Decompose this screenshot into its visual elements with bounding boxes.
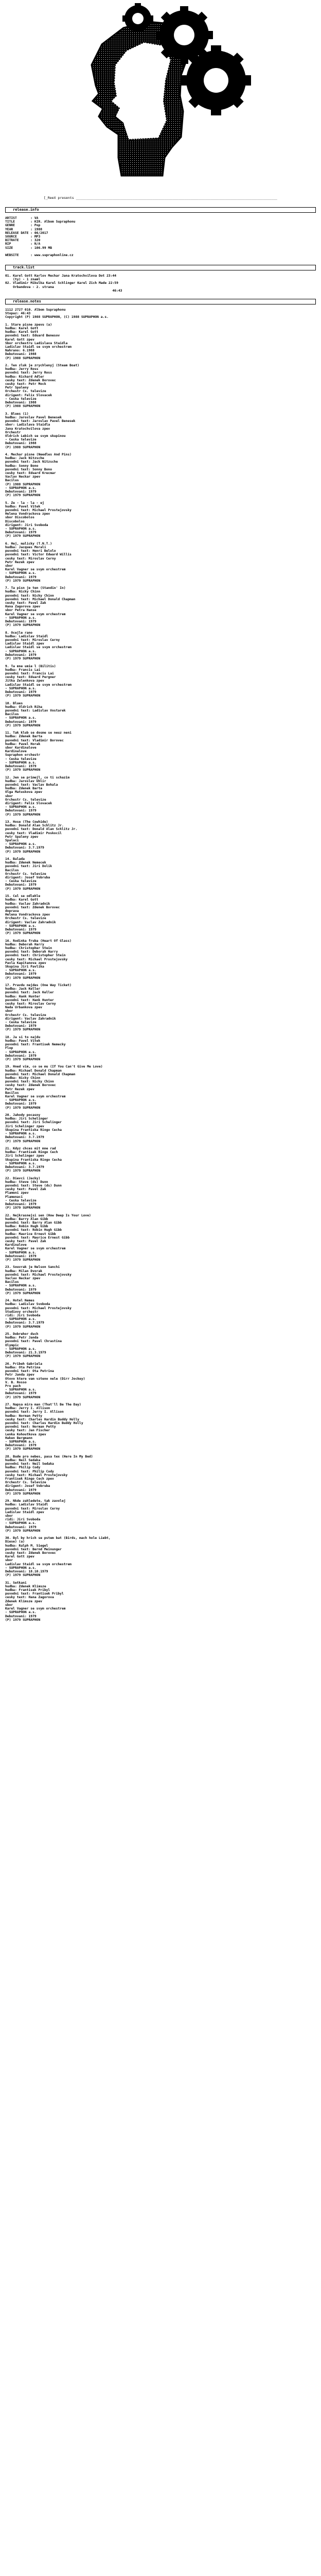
section-track-list [5,265,316,270]
release-info-block: ARTIST : VA TITLE : KIR. Albom Supraphonu GENRE : Pop YEAR : 1988 RELEASE DATE : 06/2017 SOURCE : MP3 BITRATE : 320 RIP : N/A SIZE : 106.99 MB WEBSITE : www.supraphonline.cz [5,216,76,258]
section-title: track.list [11,265,36,270]
section-release-info [5,207,316,213]
section-title: release.notes [11,299,43,304]
track-list-block: 01. Karel Gott Karlov Mechar Jana Kratochvilova Dot 23:44 (ty) - 1 znaml 02. Vladimir Mikulka Karel Schlinger Karel Zich Made 22:59 Orbandova - 2. strana 46:43 [5,274,122,293]
release-presents-line: [_ReeX presents ____________________________________________________________________________________________________ [44,196,277,200]
section-title: release.info [11,208,41,212]
section-release-notes [5,299,316,304]
release-notes-block: 1112 2727 010. Albom Supraphonu Stopaz: 46:43 Copyright (P) 1988 SUPRAPHON, (C) 1988 SUPRAPHON a.s. 1. Stare pisne zpevu (a) hudba: Karel Gott hudba: Karel Gott puvodni text: Eduard Benesov Karel Gott zpev Sbor orchestru Ladislava Staidla Ladislav Staidl se svym orchestrem Nahrano: 6.1988 Debutovani: 1988 (P) 1988 SUPRAPHON 2. Ten zluk je zrychlenyj (Steam Boat) hudba: Jerry Ross puvodni text: Jerry Ross hudba: Richard Adler cesky text: Zdenek Borovec cesky text: Petr Mock Petr Spaleny Orchestr Cs. televize dirigent: Felix Slovacek - Ceska televize Debutovani: 1988 (P) 1988 SUPRAPHON 3. Blues (1) hudba: Jaroslav Pavel Benesek puvodni text: Jaroslav Pavel Benesek sbor: Ladislava Staidla Jana Kratochvilova zpev Orchestr Oldrich Lebich se svym skupinou - Ceska televize Debutovani: 1988 (P) 1988 SUPRAPHON 4. Mechar pisne (Needles And Pins) hudba: Jack Nitzsche puvodni text: Jack Nitzsche hudba: Sonny Bono puvodni text: Sonny Bono cesky text: Eduard Krecmar Vaclav Neckar zpev Bacilus (P) 1988 SUPRAPHON - SUPRAPHON a.s. Debutovani: 1979 (P) 1979 SUPRAPHON 5. Ze - la - la - ej hudba: Pavel Vitek puvodni text: Michael Prostejovsky Helena Vondrackova zpev sbor Discobolos Discobolos dirigent: Jiri Svoboda - SUPRAPHON a.s. Debutovani: 1979 (P) 1979 SUPRAPHON 6. Hej, malicky (T.N.T.) hudba: Jacques Morali puvodni text: Henri Belolo puvodni text: Victor Edward Willis cesky text: Miroslav Cerny Petr Rezek zpev sbor Karel Vagner se svym orchestrem - SUPRAPHON a.s. Debutovani: 1979 (P) 1979 SUPRAPHON 7. Ta pisn je ten (Standin' In) hudba: Nicky Chinn puvodni text: Nicky Chinn puvodni text: Michael Donald Chapman cesky text: Pavel Zak Hana Zagorova zpev sbor Petra Hanse Karel Vagner se svym orchestrem - SUPRAPHON a.s. Debutovani: 1979 (P) 1979 SUPRAPHON 8. Ocejle rano hudba: Ladislav Staidl puvodni text: Miroslav Cerny Ladislav Staidl zpev Ladislav Staidl se svym orchestrem - SUPRAPHON a.s. Debutovani: 1979 (P) 1979 SUPRAPHON 9. Ta mne umie l (Bilitis) hudba: Francis Lai puvodni text: Francis Lai cesky text: Eduard Pergner Jitka Zelenkova zpev Ladislav Staidl se svym orchestrem - SUPRAPHON a.s. Debutovani: 1979 (P) 1979 SUPRAPHON 10. Blues hudba: Oldrich Riha puvodni text: Ladislav Vostarek Bacilus - SUPRAPHON a.s. Debutovani: 1979 (P) 1979 SUPRAPHON 11. Tak klub se dosme se neuz neni hudba: Zdenek Barta puvodni text: Vladimir Borovec hudba: Pavel Horak sbor Kardinalove Kardinalove Supraphon orchestr - Ceska televize - SUPRAPHON a.s. Debutovani: 1979 (P) 1979 SUPRAPHON 12. Jen se primejl, co ti schazim hudba: Jaroslav Uhlir puvodni text: Vaclav Bohala hudba: Zdenek Barta Olga Matuskova zpev sbor Orchestr Cs. televize dirigent: Felix Slovacek - SUPRAPHON a.s. Debutovani: 1979 (P) 1979 SUPRAPHON 13. Hose (The Cowhide) hudba: Donald Alan Schlitz Jr. puvodni text: Donald Alan Schlitz Jr. cesky text: Vladimir Poskocil Petr Spaleny zpev Spalaci - SUPRAPHON a.s. Debutovani: 3.7.1979 (P) 1979 SUPRAPHON 14. Balada hudba: Zdenek Nemecek puvodni text: Jiri Dolik Bacilus Orchestr Cs. televize dirigent: Josef Vobruba - Ceska televize Debutovani: 1979 (P) 1979 SUPRAPHON 15. Cel se odlehle hudba: Karel Gott hudba: Vaclav Zahradnik puvodni text: Zdenek Borovec doprava Helena Vondrackova zpev Orchestr Cs. televize dirigent: Vaclav Zahradnik - SUPRAPHON a.s. Debutovani: 1979 (P) 1979 SUPRAPHON 16. Rodinka fruba (Heart Of Glass) hudba: Deborah Harry hudba: Christopher Stein puvodni text: Deborah Harry puvodni text: Christopher Stein cesky text: Michael Prostejovsky Pavla Kapitanova zpev Skupina Jiri Pavlika - SUPRAPHON a.s. Debutovani: 1979 (P) 1979 SUPRAPHON 17. Pravdu nejdes (One Way Ticket) hudba: Jack Keller puvodni text: Jack Keller hudba: Hank Hunter puvodni text: Hank Hunter cesky text: Miroslav Cerny Nada Urbankova zpev sbor Orchestr Cs. televize dirigent: Vaclav Zahradnik - Ceska televize Debutovani: 1979 (P) 1979 SUPRAPHON 18. Ja si to najdu hudba: Pavel Vitek puvodni text: Frantisek Nemecky Flop - SUPRAPHON a.s. Debutovani: 1979 (P) 1979 SUPRAPHON 19. Hned vim, co se mu (If You Can't Give Me Love) hudba: Michael Donald Chapman puvodni text: Michael Donald Chapman hudba: Nicky Chinn puvodni text: Nicky Chinn cesky text: Zdenek Borovec Petr Rezek zpev Bacilus Karel Vagner se svym orchestrem - SUPRAPHON a.s. Debutovani: 1979 (P) 1979 SUPRAPHON 20. Jahody pocasny hudba: Jiri Schelinger puvodni text: Jiri Schelinger Jiri Schelinger zpev Skupina Frantiska Ringo Cecha - SUPRAPHON a.s. Debutovani: 3.7.1979 (P) 1979 SUPRAPHON 21. Kdyz chces mit mne rad hudba: Frantisek Ringo Cech Jiri Schelinger zpev Skupina Frantiska Ringo Cecha - SUPRAPHON a.s. Debutovani: 3.7.1979 (P) 1979 SUPRAPHON 22. Dievci (Jacky) hudba: Steve (ds) Dunn puvodni text: Steve (ds) Dunn cesky text: Pavel Zak Plameni zpev Plamenaci - Ceska televize Debutovani: 1979 (P) 1979 SUPRAPHON 22. Nejkrasnejsi sen (How Deep Is Your Love) hudba: Barry Alan Gibb puvodni text: Barry Alan Gibb hudba: Robin Hugh Gibb puvodni text: Robin Hugh Gibb hudba: Maurice Ernest Gibb puvodni text: Maurice Ernest Gibb cesky text: Pavel Zak Kardinalove Karel Vagner se svym orchestrem - SUPRAPHON a.s. Debutovani: 1979 (P) 1979 SUPRAPHON 23. Souvrak je Nelson Sanchi hudba: Milan Dvorak puvodni text: Michael Prostejovsky Vaclav Neckar zpev Bacilus - SUPRAPHON a.s. Debutovani: 1979 (P) 1979 SUPRAPHON 24. Hotel Nemes hudba: Ladislav Svoboda puvodni text: Michael Prostejovsky Studiovy orchestr ridi: Jiri Svoboda - SUPRAPHON a.s. Debutovani: 3.7.1979 (P) 1979 SUPRAPHON 25. Dobrehor duch hudba: Petr Janda puvodni text: Pavel Chrastina Olympic - SUPRAPHON a.s. Debutovani: 21.3.1979 (P) 1979 SUPRAPHON 26. Pribeh Gabriela hudba: Ota Petrina puvodni text: Ota Petrina Petr Janda zpev Otovo ktere vam vzteno nele (Dirr Jockey) V. B. Rosso Pro pach - SUPRAPHON a.s. Debutovani: 1979 (P) 1979 SUPRAPHON 27. Napsa mira man (That'll Be The Day) hudba: Jerry I. Allison puvodni text: Jerry I. Allison hudba: Norman Petty cesky text: Charles Hardin Buddy Holly puvodni text: Charles Hardin Buddy Holly puvodni text: Norman Petty cesky text: Jan Fischer Lenka Kohoutkova zpev Haken Bergmann - SUPRAPHON a.s. Debutovani: 1979 (P) 1979 SUPRAPHON 28. Bude pro nebes, pasa tex (Here In My Bed) hudba: Neil Sedaka puvodni text: Neil Sedaka hudba: Philip Cody puvodni text: Philip Cody cesky text: Michael Prostejovsky Frantisek Ringo Cech zpev Orchestr Cs. televize dirigent: Josef Vobruba Debutovani: 1979 (P) 1979 SUPRAPHON 29. Nkde zahledete, tak zavolej hudba: Ladislav Staidl puvodni text: Miroslav Cerny Ladislav Staidl zpev sbor ridi: Jiri Svoboda - SUPRAPHON a.s. Debutovani: 1979 (P) 1979 SUPRAPHON 30. Byl by hrich se pstem bat (Birds, mach hole Liebt, Diese) (a) hudba: Ralph M. Siegel puvodni text: Bernd Meinunger cesky text: Zdenek Borovec Karel Gott zpev sbor Ladislav Staidl se svym orchestrem - SUPRAPHON a.s. Debutovani: 18.10.1979 (P) 1979 SUPRAPHON 31. Setkani hudba: Zdenek Klimsze hudba: Frantisek Pribyl puvodni text: Frantisek Pribyl cesky text: Hana Zagorova Zdenek Klimsze zpev sbor Karel Vagner se svym orchestrem - SUPRAPHON a.s. Debutovani: 1979 (P) 1979 SUPRAPHON [5,308,111,1622]
hero-ascii-art-head-gears [62,3,259,189]
